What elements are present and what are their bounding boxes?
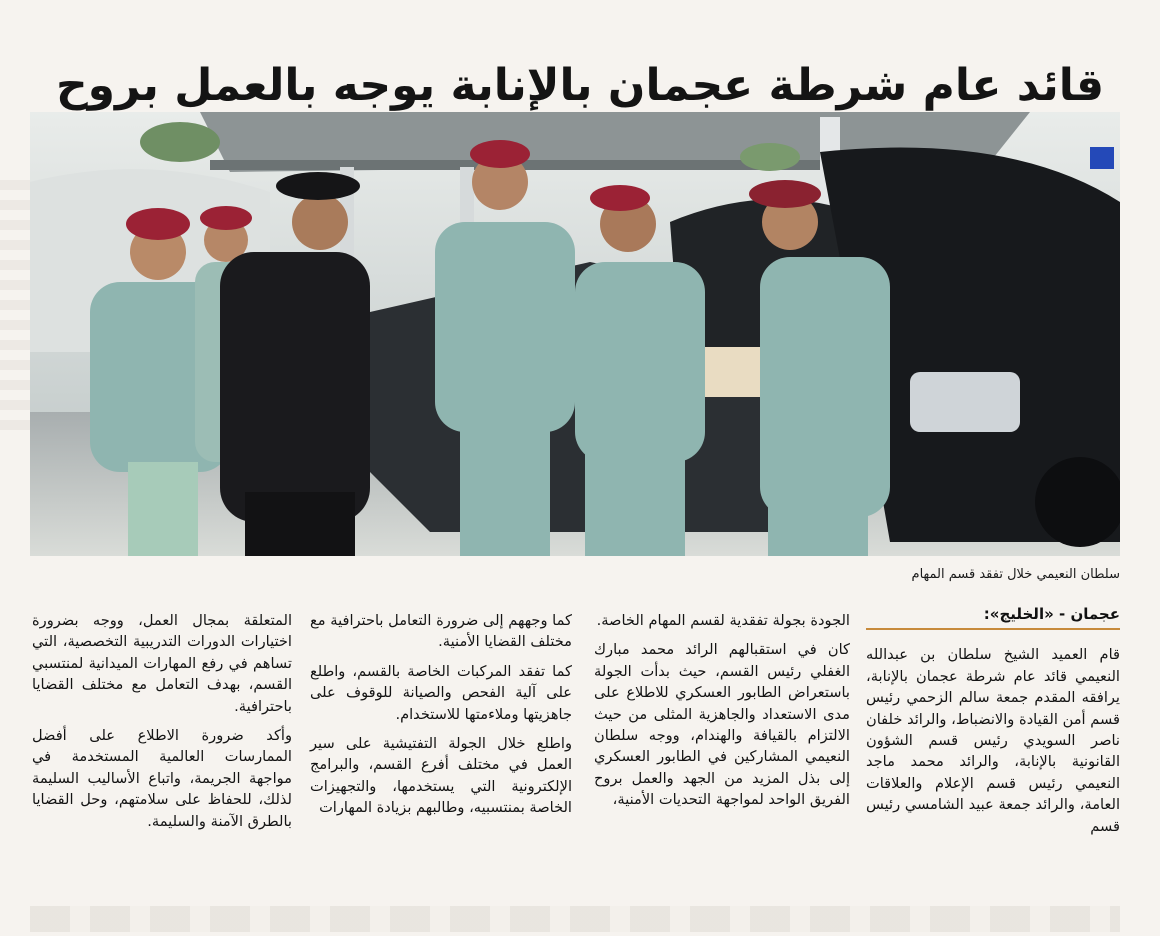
faded-adjacent-text: [30, 906, 1120, 932]
article-column-3: [310, 610, 572, 910]
article-column-4: [32, 610, 292, 910]
paragraph: كما وجههم إلى ضرورة التعامل باحترافية مع مختلف القضايا الأمنية.: [310, 612, 572, 651]
photo-illustration: [30, 112, 1120, 556]
article-dateline: عجمان - «الخليج»:: [866, 604, 1120, 630]
paragraph: واطلع خلال الجولة التفتيشية على سير العمل في مختلف أفرع القسم، والبرامج الإلكترونية التي يستخدمها، والتجهيزات الخاصة بمنتسبيه، وطالبهم بزيادة المهارات: [310, 735, 572, 817]
paragraph: الجودة بجولة تفقدية لقسم المهام الخاصة.: [596, 612, 850, 629]
article-headline: قائد عام شرطة عجمان بالإنابة يوجه بالعمل بروح: [55, 60, 1105, 112]
photo-caption: سلطان النعيمي خلال تفقد قسم المهام: [911, 567, 1120, 582]
paragraph: كان في استقبالهم الرائد محمد مبارك الغفلي رئيس القسم، حيث بدأت الجولة باستعراض الطابور العسكري للاطلاع على مدى الاستعداد والجاهزية المثلى من حيث الالتزام بالقيافة والهندام، ووجه سلطان النعيمي المشاركين في الطابور العسكري إلى بذل المزيد من الجهد والعمل بروح الفريق الواحد لمواجهة التحديات الأمنية،: [594, 641, 850, 809]
paragraph: وأكد ضرورة الاطلاع على أفضل الممارسات العالمية المستخدمة في مواجهة الجريمة، واتباع الأساليب السليمة لذلك، للحفاظ على سلامتهم، وحل القضايا بالطرق الآمنة والسليمة.: [32, 727, 292, 830]
faded-adjacent-text: [0, 180, 30, 440]
paragraph: قام العميد الشيخ سلطان بن عبدالله النعيمي قائد عام شرطة عجمان بالإنابة، يرافقه المقدم جمعة سالم الزحمي رئيس قسم أمن القيادة والانضباط، والرائد خلفان ناصر السويدي رئيس قسم الشؤون القانونية بالإنابة، والرائد محمد ماجد النعيمي رئيس قسم الإعلام والعلاقات العامة، والرائد جمعة عبيد الشامسي رئيس قسم: [866, 646, 1120, 835]
paragraph: المتعلقة بمجال العمل، ووجه بضرورة اختيارات الدورات التدريبية التخصصية، التي تساهم في رفع المهارات الميدانية لمنتسبي القسم، بهدف التعامل مع مختلف القضايا باحترافية.: [32, 612, 292, 715]
article-column-2: [594, 610, 850, 910]
paragraph: كما تفقد المركبات الخاصة بالقسم، واطلع على آلية الفحص والصيانة للوقوف على جاهزيتها وملاءمتها للاستخدام.: [310, 662, 572, 723]
article-column-1: [866, 604, 1120, 904]
article-photo: [30, 112, 1120, 556]
